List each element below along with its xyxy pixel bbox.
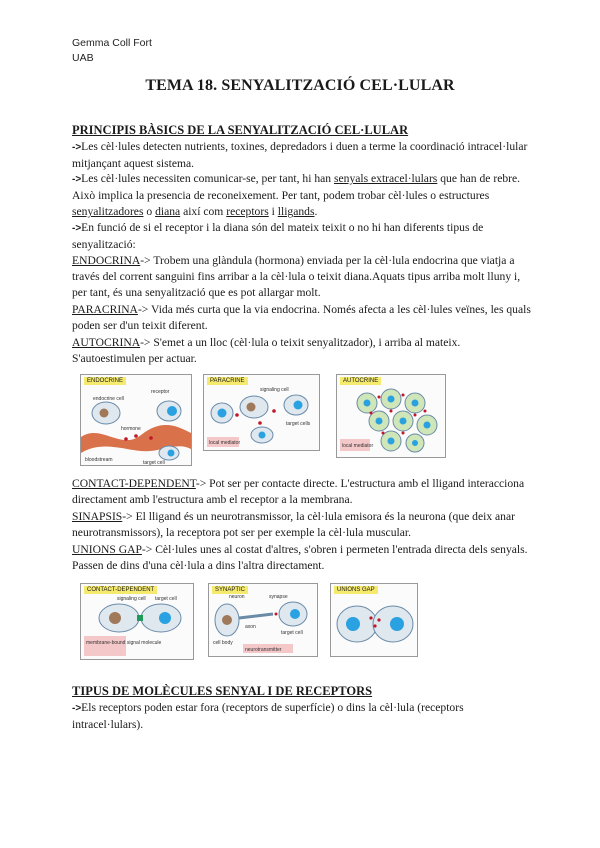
label-local-mediator: local mediator <box>342 443 374 449</box>
term-unions-gap: UNIONS GAP <box>72 543 142 556</box>
term-autocrina: AUTOCRINA <box>72 336 141 349</box>
figure-endocrine <box>80 374 192 466</box>
term-sinapsis: SINAPSIS <box>72 510 123 523</box>
signal-dot <box>377 618 380 621</box>
mediator-dot <box>258 421 262 425</box>
label-membrane-signal: membrane-bound signal molecule <box>86 640 162 646</box>
label-signaling-cell: signaling cell <box>117 596 146 602</box>
term-senyals-extracel: senyals extracel·lulars <box>333 172 438 185</box>
nucleus-shape <box>109 612 121 624</box>
axon-shape <box>239 614 273 618</box>
definition-text: -> Trobem una glàndula (hormona) enviada per la cèl·lula endocrina que viatja a través del corrent sanguini fins arribar a la cèl·lula o teixit diana.Aquats tipus arriba molt lluny i, per tant, és una senyalització que es pot allargar molt. <box>72 254 521 300</box>
nucleus-shape <box>168 450 175 457</box>
endocrine-diagram <box>81 375 191 465</box>
paragraph-unions-gap <box>72 542 532 574</box>
definition-text: -> Pot ser per contacte directe. L'estructura amb el lligand interacciona directament amb l'estructura amb el receptor a la membrana. <box>72 477 525 507</box>
figure-label-paracrine: PARACRINE <box>207 377 248 385</box>
label-cell-body: cell body <box>213 640 233 646</box>
nucleus-shape <box>159 612 171 624</box>
paragraph-endocrina <box>72 253 532 302</box>
author-name: Gemma Coll Fort <box>72 37 152 49</box>
text-fragment: i <box>268 205 278 219</box>
nucleus-shape <box>100 409 109 418</box>
paragraph-receptors <box>72 700 532 733</box>
definition-text: -> Cèl·lules unes al costat d'altres, s'obren i permeten l'entrada directa dels senyals. Passen de dins d'una cèl·lula a dins l'altra directament. <box>72 543 528 573</box>
text-fragment: Les cèl·lules necessiten comunicar-se, per tant, hi han <box>81 172 334 185</box>
hormone-dot <box>124 437 128 441</box>
nucleus-shape <box>167 406 177 416</box>
label-axon: axon <box>245 624 256 630</box>
nucleus-shape <box>290 609 300 619</box>
term-receptors: receptors <box>226 205 269 219</box>
hormone-dot <box>134 434 138 438</box>
figure-label-contact: CONTACT-DEPENDENT <box>84 586 157 594</box>
term-endocrina: ENDOCRINA <box>72 254 141 267</box>
text-fragment: que han de rebre. Això implica la presencia de reconeixement. Per tant, podem trobar cèl·lules o estructures <box>72 172 521 203</box>
paragraph-text: Les cèl·lules detecten nutrients, toxines, depredadors i duen a terme la coordinació intracel·lular mitjançant aquest sistema. <box>72 140 528 171</box>
text-fragment: o <box>143 205 156 219</box>
nucleus-shape <box>218 409 227 418</box>
paragraph-paracrina <box>72 302 532 334</box>
term-contact-dependent: CONTACT-DEPENDENT <box>72 477 196 490</box>
synaptic-diagram <box>209 584 317 656</box>
figure-synaptic <box>208 583 318 657</box>
label-endocrine-cell: endocrine cell <box>93 396 124 402</box>
term-paracrina: PARACRINA <box>72 303 138 316</box>
label-signaling-cell: signaling cell <box>260 387 289 393</box>
label-target-cells: target cells <box>286 421 311 427</box>
paragraph-autocrina <box>72 335 532 367</box>
membrane-signal <box>137 615 143 621</box>
figure-paracrine <box>203 374 320 451</box>
label-target-cell: target cell <box>281 630 303 636</box>
paragraph-contact <box>72 476 532 508</box>
arrow-marker: -> <box>72 142 82 153</box>
text-fragment: així com <box>180 205 227 219</box>
label-hormone: hormone <box>121 426 141 432</box>
nucleus-shape <box>390 617 404 631</box>
label-neuron: neuron <box>229 594 245 600</box>
nucleus-shape <box>346 617 360 631</box>
label-target-cell: target cell <box>143 460 165 465</box>
paragraph-signals <box>72 171 532 221</box>
nucleus-shape <box>259 432 266 439</box>
institution: UAB <box>72 52 94 64</box>
text-fragment: . <box>314 205 318 219</box>
label-target-cell: target cell <box>155 596 177 602</box>
neurotransmitter-dot <box>275 613 278 616</box>
membrane-label-box <box>84 636 126 656</box>
hormone-dot <box>149 436 153 440</box>
figure-gap-junction <box>330 583 418 657</box>
figure-label-gap: UNIONS GAP <box>334 586 378 594</box>
label-local-mediator: local mediator <box>209 440 241 446</box>
autocrine-diagram <box>337 375 445 457</box>
page-title: TEMA 18. SENYALITZACIÓ CEL·LULAR <box>145 77 455 94</box>
term-senyalitzadores: senyalitzadores <box>72 205 144 219</box>
term-diana: diana <box>155 205 181 219</box>
signal-dot <box>373 624 376 627</box>
arrow-marker: -> <box>72 223 82 234</box>
section-heading-principis: PRINCIPIS BÀSICS DE LA SENYALITZACIÓ CEL·LULAR <box>72 123 409 137</box>
paragraph-types <box>72 220 532 253</box>
mediator-dot <box>272 409 276 413</box>
paragraph-text: Els receptors poden estar fora (receptors de superfície) o dins la cèl·lula (receptors intracel·lulars). <box>72 701 464 732</box>
mediator-dot <box>235 413 239 417</box>
figure-label-autocrine: AUTOCRINE <box>340 377 381 385</box>
contact-diagram <box>81 584 193 659</box>
definition-text: -> Vida més curta que la via endocrina. Només afecta a les cèl·lules veïnes, les quals poden ser d'un teixit diferent. <box>72 303 531 333</box>
paragraph-text: En funció de si el receptor i la diana són del mateix teixit o no hi han diferents tipus de senyalització: <box>72 221 484 252</box>
figure-label-synaptic: SYNAPTIC <box>212 586 248 594</box>
paracrine-diagram <box>204 375 319 450</box>
nucleus-shape <box>294 401 303 410</box>
figure-label-endocrine: ENDOCRINE <box>84 377 126 385</box>
paragraph-intro <box>72 139 532 172</box>
arrow-marker: -> <box>72 703 82 714</box>
label-neurotransmitter: neurotransmitter <box>245 647 282 653</box>
nucleus-shape <box>222 615 232 625</box>
document-header <box>72 36 152 66</box>
label-receptor: receptor <box>151 389 170 395</box>
definition-text: -> S'emet a un lloc (cèl·lula o teixit senyalitzador), i arriba al mateix. S'autoestimulen per actuar. <box>72 336 461 366</box>
definition-text: -> El lligand és un neurotransmissor, la cèl·lula emisora és la neurona (que deix anar neurotransmissors), la receptora pot ser per exemple la cèl·lula muscular. <box>72 510 515 540</box>
section-heading-tipus: TIPUS DE MOLÈCULES SENYAL I DE RECEPTORS <box>72 684 373 698</box>
signal-dot <box>369 616 372 619</box>
arrow-marker: -> <box>72 174 82 185</box>
nucleus-shape <box>247 403 256 412</box>
label-bloodstream: bloodstream <box>85 457 113 463</box>
figure-autocrine <box>336 374 446 458</box>
label-synapse: synapse <box>269 594 288 600</box>
figure-contact-dependent <box>80 583 194 660</box>
gap-diagram <box>331 584 417 656</box>
term-lligands: lligands <box>277 205 315 219</box>
paragraph-sinapsis <box>72 509 532 541</box>
